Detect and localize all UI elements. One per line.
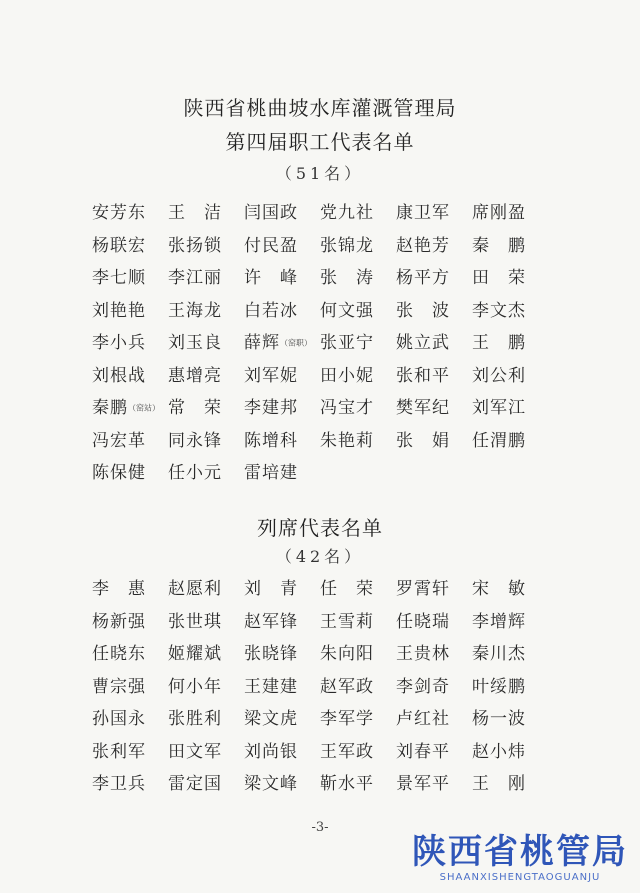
- name-text: 杨新强: [92, 611, 146, 632]
- name-entry: [320, 638, 396, 671]
- name-entry: [472, 392, 548, 425]
- name-entry: [244, 606, 320, 639]
- name-entry: [168, 606, 244, 639]
- name-entry: [396, 736, 472, 769]
- watermark-sub-text: SHAANXISHENGTAOGUANJU: [439, 872, 601, 883]
- name-entry: [472, 736, 548, 769]
- name-text: 张晓锋: [244, 644, 298, 664]
- name-entry: [396, 573, 472, 606]
- name-text: 张 娟: [396, 430, 450, 451]
- name-entry: [472, 262, 548, 295]
- name-text: 刘艳艳: [92, 300, 146, 321]
- name-text: 李江丽: [168, 268, 222, 288]
- name-entry: [472, 573, 548, 606]
- name-entry: [168, 703, 244, 736]
- name-text: 卢红社: [396, 709, 450, 729]
- name-text: 王 鹏: [472, 333, 526, 353]
- name-entry: [92, 606, 168, 639]
- name-entry: [320, 671, 396, 704]
- name-text: 康卫军: [396, 203, 450, 223]
- name-entry: [396, 230, 472, 263]
- name-text: 陈增科: [244, 430, 298, 451]
- name-note: （窑职）: [280, 338, 312, 348]
- name-entry: [472, 360, 548, 393]
- name-text: 杨平方: [396, 268, 450, 288]
- name-text: 王 刚: [472, 774, 526, 794]
- name-note: （窑站）: [128, 403, 160, 413]
- name-text: 刘春平: [396, 741, 450, 762]
- name-text: 冯宏革: [92, 430, 146, 451]
- name-entry: [92, 230, 168, 263]
- name-text: 王贵林: [396, 644, 450, 664]
- name-text: 惠增亮: [168, 365, 222, 386]
- representative-count: （51名）: [275, 164, 365, 183]
- name-entry: [168, 736, 244, 769]
- name-entry: [168, 295, 244, 328]
- name-text: 张利军: [92, 741, 146, 762]
- name-text: 姚立武: [396, 333, 450, 353]
- name-text: 张亚宁: [320, 333, 374, 353]
- name-entry: [92, 262, 168, 295]
- name-entry: [92, 392, 168, 425]
- name-text: 许 峰: [244, 268, 298, 288]
- name-text: 付民盈: [244, 235, 298, 256]
- name-entry: [244, 392, 320, 425]
- name-text: 李军学: [320, 709, 374, 729]
- name-entry: [92, 295, 168, 328]
- name-text: 任 荣: [320, 579, 374, 599]
- name-entry: [92, 457, 168, 490]
- name-entry: [244, 573, 320, 606]
- name-entry: [396, 606, 472, 639]
- name-text: 秦 鹏: [472, 235, 526, 256]
- document-title-line1: 陕西省桃曲坡水库灌溉管理局: [183, 96, 457, 120]
- name-text: 安芳东: [92, 203, 146, 223]
- name-entry: [472, 230, 548, 263]
- name-text: 白若冰: [244, 300, 298, 321]
- name-text: 杨一波: [472, 709, 526, 729]
- name-entry: [244, 736, 320, 769]
- name-text: 王 洁: [168, 203, 222, 223]
- name-text: 刘军妮: [244, 365, 298, 386]
- name-entry: [244, 671, 320, 704]
- name-text: 同永锋: [168, 430, 222, 451]
- name-text: 李增辉: [472, 611, 526, 632]
- name-entry: [320, 327, 396, 360]
- name-text: 雷定国: [168, 774, 222, 794]
- name-text: 任晓东: [92, 644, 146, 664]
- name-entry: [472, 606, 548, 639]
- name-entry: [472, 638, 548, 671]
- name-entry: [92, 425, 168, 458]
- name-entry: [320, 768, 396, 801]
- name-entry: [244, 425, 320, 458]
- name-entry: [320, 262, 396, 295]
- name-text: 李七顺: [92, 268, 146, 288]
- name-text: 赵军政: [320, 676, 374, 697]
- name-text: 曹宗强: [92, 676, 146, 697]
- name-entry: [92, 573, 168, 606]
- name-text: 张 涛: [320, 268, 374, 288]
- name-entry: [396, 425, 472, 458]
- name-text: 席刚盈: [472, 203, 526, 223]
- name-text: 秦川杰: [472, 644, 526, 664]
- name-text: 刘玉良: [168, 333, 222, 353]
- name-entry: [472, 197, 548, 230]
- name-entry: [244, 262, 320, 295]
- name-text: 宋 敏: [472, 579, 526, 599]
- name-text: 罗霄轩: [396, 579, 450, 599]
- name-entry: [92, 768, 168, 801]
- name-entry: [244, 197, 320, 230]
- name-text: 刘 青: [244, 579, 298, 599]
- name-text: 张世琪: [168, 611, 222, 632]
- name-text: 李卫兵: [92, 774, 146, 794]
- name-entry: [168, 327, 244, 360]
- name-text: 刘公利: [472, 365, 526, 386]
- name-text: 张和平: [396, 365, 450, 386]
- name-entry: [472, 703, 548, 736]
- name-text: 任小元: [168, 463, 222, 483]
- attendees-list: [92, 573, 562, 801]
- watermark-logo: [410, 832, 630, 884]
- name-entry: [320, 392, 396, 425]
- name-text: 张扬锁: [168, 235, 222, 256]
- attendee-section-title: 列席代表名单: [257, 516, 383, 540]
- name-text: 薛辉: [244, 333, 280, 353]
- name-text: 朱向阳: [320, 644, 374, 664]
- name-entry: [244, 360, 320, 393]
- name-text: 王建建: [244, 676, 298, 697]
- name-entry: [472, 425, 548, 458]
- name-text: 党九社: [320, 203, 374, 223]
- name-entry: [320, 573, 396, 606]
- name-text: 李 惠: [92, 579, 146, 599]
- name-text: 闫国政: [244, 203, 298, 223]
- name-text: 田文军: [168, 741, 222, 762]
- name-entry: [244, 457, 320, 490]
- name-entry: [92, 638, 168, 671]
- name-text: 常 荣: [168, 398, 222, 418]
- name-entry: [396, 703, 472, 736]
- name-text: 何小年: [168, 676, 222, 697]
- name-text: 冯宝才: [320, 398, 374, 418]
- name-entry: [320, 736, 396, 769]
- name-entry: [472, 671, 548, 704]
- name-entry: [92, 360, 168, 393]
- name-entry: [396, 360, 472, 393]
- name-entry: [472, 327, 548, 360]
- name-text: 赵愿利: [168, 579, 222, 599]
- name-text: 王军政: [320, 741, 374, 762]
- name-entry: [244, 703, 320, 736]
- name-entry: [396, 197, 472, 230]
- name-entry: [168, 425, 244, 458]
- name-entry: [244, 768, 320, 801]
- name-text: 何文强: [320, 300, 374, 321]
- name-text: 叶绥鹏: [472, 676, 526, 697]
- name-entry: [320, 425, 396, 458]
- watermark-main-text: 陕西省桃管局: [412, 832, 628, 872]
- name-entry: [92, 671, 168, 704]
- name-entry: [168, 638, 244, 671]
- name-entry: [396, 262, 472, 295]
- name-text: 梁文峰: [244, 774, 298, 794]
- name-entry: [92, 703, 168, 736]
- name-text: 王雪莉: [320, 611, 374, 632]
- name-text: 田小妮: [320, 365, 374, 386]
- name-entry: [244, 638, 320, 671]
- name-entry: [396, 768, 472, 801]
- name-text: 雷培建: [244, 463, 298, 483]
- name-text: 李建邦: [244, 398, 298, 418]
- representatives-list: [92, 197, 562, 490]
- name-entry: [168, 262, 244, 295]
- name-text: 杨联宏: [92, 235, 146, 256]
- name-entry: [92, 197, 168, 230]
- name-text: 梁文虎: [244, 709, 298, 729]
- name-entry: [244, 295, 320, 328]
- name-entry: [396, 671, 472, 704]
- name-entry: [92, 736, 168, 769]
- name-entry: [320, 295, 396, 328]
- name-entry: [168, 573, 244, 606]
- attendee-count: （42名）: [275, 547, 365, 566]
- name-text: 樊军纪: [396, 398, 450, 418]
- name-entry: [396, 638, 472, 671]
- name-text: 姬耀斌: [168, 644, 222, 664]
- document-title-line2: 第四届职工代表名单: [225, 130, 415, 154]
- name-entry: [396, 392, 472, 425]
- name-text: 张胜利: [168, 709, 222, 729]
- name-entry: [244, 230, 320, 263]
- name-text: 任晓瑞: [396, 611, 450, 632]
- name-entry: [472, 295, 548, 328]
- name-entry: [472, 768, 548, 801]
- name-text: 张锦龙: [320, 235, 374, 256]
- name-text: 陈保健: [92, 463, 146, 483]
- name-entry: [244, 327, 320, 360]
- name-entry: [168, 230, 244, 263]
- name-text: 朱艳莉: [320, 430, 374, 451]
- name-text: 赵小炜: [472, 741, 526, 762]
- name-text: 李剑奇: [396, 676, 450, 697]
- name-entry: [168, 392, 244, 425]
- name-entry: [168, 360, 244, 393]
- name-entry: [92, 327, 168, 360]
- name-text: 任渭鹏: [472, 430, 526, 451]
- name-text: 赵军锋: [244, 611, 298, 632]
- name-text: 李文杰: [472, 300, 526, 321]
- name-entry: [320, 703, 396, 736]
- name-text: 刘根战: [92, 365, 146, 386]
- name-text: 刘军江: [472, 398, 526, 418]
- name-entry: [320, 230, 396, 263]
- name-text: 刘尚银: [244, 741, 298, 762]
- name-entry: [320, 360, 396, 393]
- name-entry: [168, 768, 244, 801]
- name-text: 秦鹏: [92, 398, 128, 418]
- name-entry: [168, 457, 244, 490]
- name-text: 靳水平: [320, 774, 374, 794]
- name-text: 赵艳芳: [396, 235, 450, 256]
- name-entry: [320, 606, 396, 639]
- name-text: 孙国永: [92, 709, 146, 729]
- name-entry: [168, 197, 244, 230]
- name-entry: [320, 197, 396, 230]
- name-text: 李小兵: [92, 333, 146, 353]
- name-text: 景军平: [396, 774, 450, 794]
- name-text: 田 荣: [472, 268, 526, 288]
- name-text: 张 波: [396, 300, 450, 321]
- page-number: -3-: [311, 820, 329, 835]
- name-text: 王海龙: [168, 300, 222, 321]
- name-entry: [168, 671, 244, 704]
- name-entry: [396, 295, 472, 328]
- name-entry: [396, 327, 472, 360]
